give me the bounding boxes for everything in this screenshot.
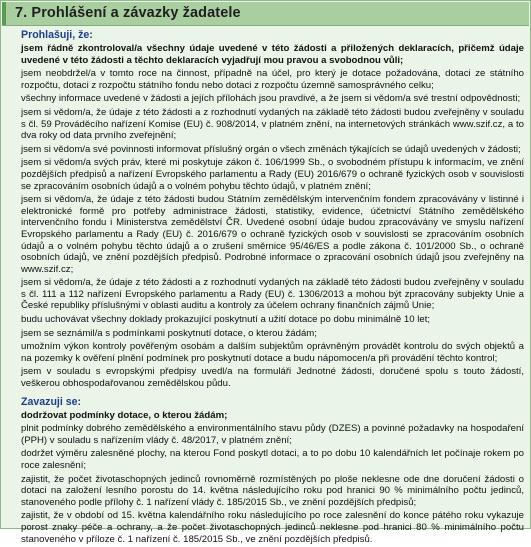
commitment-item: zajistit, že v období od 15. května kalendářního roku následujícího po roce zalesnění do konce pátého roku vykazuje porost znaky péče a ochrany, a že počet životaschopných jedinců neklesne pod hranici 80 % minimálního počtu stanoveného v příloze č. 1 nařízení č. 185/2015 Sb., ve znění pozdějších předpisů. [21, 510, 524, 545]
section-content [21, 29, 524, 547]
declaration-item: jsem řádně zkontroloval/a všechny údaje uvedené v této žádosti a přiložených deklaracích, přičemž údaje uvedené v této žádosti a těchto deklaracích vyjadřují mou pravou a svobodnou vůli; [21, 43, 524, 66]
declaration-item: budu uchovávat všechny doklady prokazující poskytnutí a užití dotace po dobu minimálně 10 let; [21, 314, 431, 326]
declaration-item: jsem si vědom/a, že údaje z této žádosti a z rozhodnutí vydaných na základě této žádosti budou zveřejněny v souladu s čl. 59 Prováděcího nařízení Komise (EU) č. 908/2014, v platném znění, na internetových stránkách www.szif.cz, a to dva roky od data prvního zveřejnění; [21, 106, 524, 142]
section-title: 7. Prohlášení a závazky žadatele [15, 5, 241, 21]
commitment-item: dodržovat podmínky dotace, o kterou žádám; [21, 409, 228, 421]
declaration-item: umožním výkon kontroly pověřeným osobám a dalším subjektům oprávněným provádět kontrolu do svých objektů a na pozemky k ověření plnění podmínek pro poskytnutí dotace a budu nápomocen/a při provádění těchto kontrol; [21, 341, 524, 364]
declaration-item: všechny informace uvedené v žádosti a jejích přílohách jsou pravdivé, a že jsem si vědom/a své trestní odpovědnosti; [21, 93, 521, 105]
commitments-list [21, 410, 524, 546]
declarations-list [21, 43, 524, 390]
commitment-item: zajistit, že počet životaschopných jedinců rovnoměrně rozmístěných po ploše neklesne ode dne doručení žádosti o dotaci na založení lesního porostu do 14. května následujícího roku pod hranici 90 % minimálního počtu jedinců, stanoveného podle přílohy č. 1 nařízení vlády č. 185/2015 Sb., ve znění pozdějších předpisů; [21, 473, 524, 508]
declaration-item: jsem si vědom/a, že údaje z této žádosti budou Státním zemědělským intervenčním fondem zpracovávány v listinné i elektronické formě pro potřeby administrace žádosti, statistiky, evidence, účetnictví Státního zemědělského intervenčního fondu i Ministerstva zemědělství ČR. Uvedené osobní údaje budou zpracovávány ve smyslu nařízení Evropského parlamentu a Rady (EU) č. 2016/679 o ochraně fyzických osob v souvislosti se zpracováním osobních údajů a o volném pohybu těchto údajů a o zrušení směrnice 95/46/ES a podle zákona č. 101/2000 Sb., o ochraně osobních údajů, ve znění pozdějších předpisů. Podrobné informace o zpracování osobních údajů jsou zveřejněny na www.szif.cz; [21, 194, 524, 275]
declaration-item: jsem v souladu s evropskými předpisy uvedl/a na formuláři Jednotné žádosti, doručené spolu s touto žádostí, veškerou obhospodařovanou zemědělskou půdu. [21, 366, 524, 390]
declaration-item: jsem si vědom/a svých práv, které mi poskytuje zákon č. 106/1999 Sb., o svobodném přístupu k informacím, ve znění pozdějších předpisů a nařízení Evropského parlamentu a Rady (EU) 2016/679 o ochraně fyzických osob v souvislosti se zpracováním osobních údajů a o volném pohybu těchto údajů, v platném znění; [21, 157, 524, 192]
declarations-heading: Prohlašuji, že: [21, 29, 93, 41]
commitment-item: plnit podmínky dobrého zemědělského a environmentálního stavu půdy (DZES) a povinné požadavky na hospodaření (PPH) v souladu s nařízením vlády č. 48/2017, v platném znění; [21, 423, 524, 446]
declaration-item: jsem si vědom/a, že údaje z této žádosti a z rozhodnutí vydaných na základě této žádosti budou zveřejněny v souladu s čl. 111 a 112 nařízení Evropského parlamentu a Rady (EU) č. 1306/2013 a mohou být zpracovány subjekty Unie a České republiky příslušnými v oblasti auditu a kontroly za účelem ochrany finančních zájmů Unie; [21, 277, 524, 312]
declaration-item: jsem neobdržel/a v tomto roce na činnost, případně na účel, pro který je dotace požadována, dotaci ze státního rozpočtu, dotaci z rozpočtu státního fondu nebo dotaci z rozpočtu územně samosprávného celku; [21, 68, 524, 91]
section-header [2, 2, 529, 26]
header-accent-bar [2, 2, 6, 25]
declaration-item: jsem si vědom/a své povinnosti informovat příslušný orgán o všech změnách týkajících se údajů uvedených v žádosti; [21, 143, 521, 155]
declaration-item: jsem se seznámil/a s podmínkami poskytnutí dotace, o kterou žádám; [21, 327, 317, 339]
commitments-heading: Zavazuji se: [21, 395, 82, 408]
commitment-item: dodržet výměru zalesněné plochy, na kterou Fond poskytl dotaci, a to po dobu 10 kalendářních let počínaje rokem po roce zalesnění; [21, 448, 524, 471]
